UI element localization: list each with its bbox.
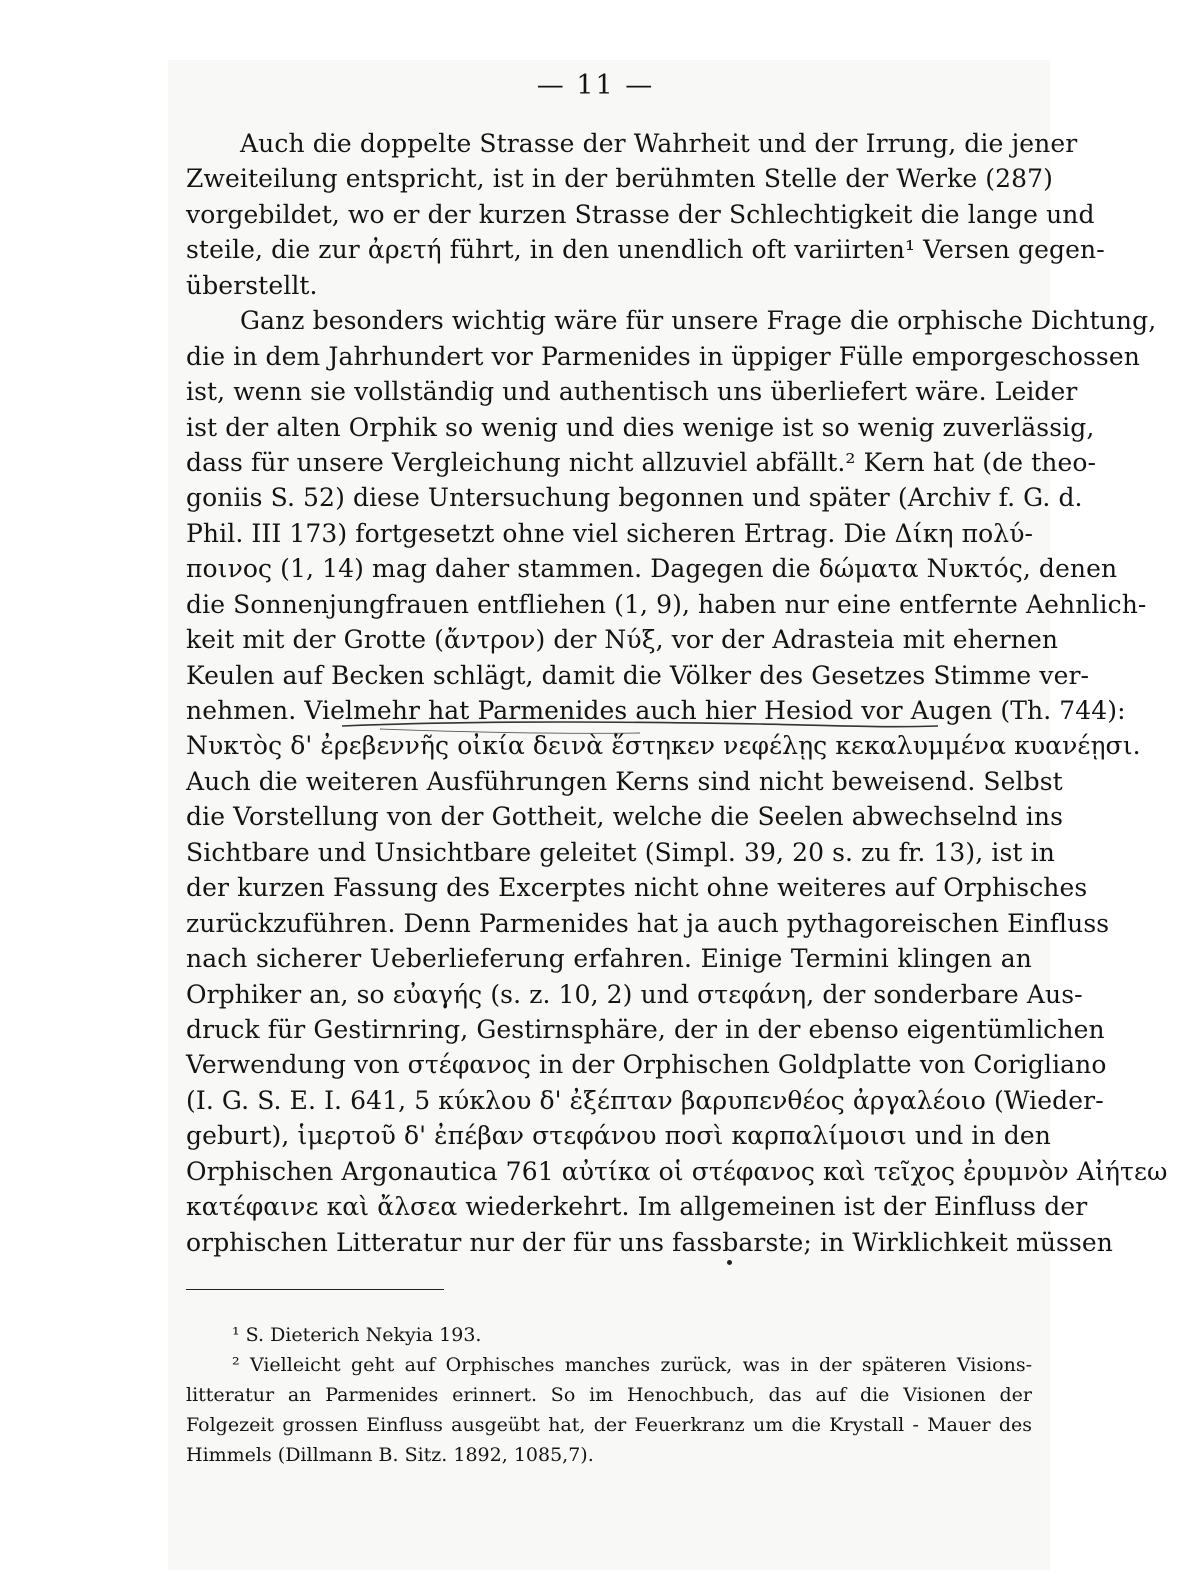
text-line: nach sicherer Ueberlieferung erfahren. Einige Termini klingen an	[186, 944, 1032, 974]
text-line: vorgebildet, wo er der kurzen Strasse der Schlechtigkeit die lange und	[186, 199, 1095, 229]
text-line: Sichtbare und Unsichtbare geleitet (Simpl. 39, 20 s. zu fr. 13), ist in	[186, 837, 1055, 867]
text-line: Orphiker an, so εὐαγής (s. z. 10, 2) und στεφάνη, der sonderbare Aus-	[186, 979, 1083, 1009]
footnotes	[186, 1320, 1032, 1470]
footnote-line: Himmels (Dillmann B. Sitz. 1892, 1085,7).	[186, 1444, 594, 1466]
text-line: ποινος (1, 14) mag daher stammen. Dagegen die δώματα Νυκτός, denen	[186, 554, 1118, 584]
text-line: Ganz besonders wichtig wäre für unsere Frage die orphische Dichtung,	[240, 306, 1157, 336]
text-line: keit mit der Grotte (ἄντρον) der Νύξ, vor der Adrasteia mit ehernen	[186, 625, 1059, 655]
text-line: geburt), ἱμερτοῦ δ' ἐπέβαν στεφάνου ποσὶ καρπαλίμοισι und in den	[186, 1121, 1051, 1151]
text-line: Verwendung von στέφανος in der Orphischen Goldplatte von Corigliano	[186, 1050, 1107, 1080]
text-line: die Sonnenjungfrauen entfliehen (1, 9), haben nur eine entfernte Aehnlich-	[186, 589, 1147, 619]
text-line: Auch die weiteren Ausführungen Kerns sind nicht beweisend. Selbst	[186, 766, 1063, 796]
text-line: ist der alten Orphik so wenig und dies wenige ist so wenig zuverlässig,	[186, 412, 1095, 442]
text-line: κατέφαινε καὶ ἄλσεα wiederkehrt. Im allgemeinen ist der Einfluss der	[186, 1192, 1088, 1222]
footnote-line: ¹ S. Dieterich Nekyia 193.	[232, 1324, 482, 1346]
text-line: Auch die doppelte Strasse der Wahrheit und der Irrung, die jener	[240, 129, 1078, 158]
footnote-line: Folgezeit grossen Einfluss ausgeübt hat, der Feuerkranz um die Krystall - Mauer des	[186, 1414, 1032, 1436]
footnote-line: ² Vielleicht geht auf Orphisches manches zurück, was in der späteren Visions-	[232, 1354, 1032, 1376]
text-line: orphischen Litteratur nur der für uns fassbarste; in Wirklichkeit müssen	[186, 1227, 1113, 1257]
text-line: nehmen. Vielmehr hat Parmenides auch hier Hesiod vor Augen (Th. 744):	[186, 696, 1126, 725]
footnote-rule	[186, 1289, 444, 1290]
ink-dot	[727, 1260, 732, 1265]
page-number: — 11 —	[536, 70, 655, 101]
text-line: die Vorstellung von der Gottheit, welche die Seelen abwechselnd ins	[186, 802, 1064, 832]
text-line: ist, wenn sie vollständig und authentisch uns überliefert wäre. Leider	[186, 377, 1078, 407]
text-line: goniis S. 52) diese Untersuchung begonnen und später (Archiv f. G. d.	[186, 483, 1083, 513]
text-line: Zweiteilung entspricht, ist in der berühmten Stelle der Werke (287)	[186, 164, 1054, 194]
text-line: Phil. III 173) fortgesetzt ohne viel sicheren Ertrag. Die Δίκη πολύ-	[186, 518, 1034, 548]
text-line: dass für unsere Vergleichung nicht allzuviel abfällt.² Kern hat (de theo-	[186, 447, 1097, 477]
text-line: steile, die zur ἀρετή führt, in den unendlich oft variirten¹ Versen gegen-	[186, 235, 1105, 265]
text-line: zurückzuführen. Denn Parmenides hat ja auch pythagoreischen Einfluss	[186, 908, 1110, 938]
pencil-underline-mark	[340, 712, 940, 742]
text-line: die in dem Jahrhundert vor Parmenides in üppiger Fülle emporgeschossen	[186, 341, 1140, 371]
text-line: der kurzen Fassung des Excerptes nicht ohne weiteres auf Orphisches	[186, 873, 1088, 903]
text-line: überstellt.	[186, 270, 318, 300]
main-text	[186, 126, 1168, 1260]
greek-quote-line: Νυκτὸς δ' ἐρεβεννῆς οἰκία δεινὰ ἕστηκεν νεφέλῃς κεκαλυμμένα κυανέῃσι.	[186, 731, 1141, 761]
text-line: druck für Gestirnring, Gestirnsphäre, der in der ebenso eigentümlichen	[186, 1014, 1105, 1044]
text-line: Orphischen Argonautica 761 αὐτίκα οἱ στέφανος καὶ τεῖχος ἐρυμνὸν Αἰήτεω	[186, 1156, 1168, 1186]
text-line: (I. G. S. E. I. 641, 5 κύκλου δ' ἐξέπταν βαρυπενθέος ἀργαλέοιο (Wieder-	[186, 1085, 1104, 1115]
text-line: Keulen auf Becken schlägt, damit die Völker des Gesetzes Stimme ver-	[186, 660, 1090, 690]
footnote-line: litteratur an Parmenides erinnert. So im Henochbuch, das auf die Visionen der	[186, 1384, 1032, 1406]
